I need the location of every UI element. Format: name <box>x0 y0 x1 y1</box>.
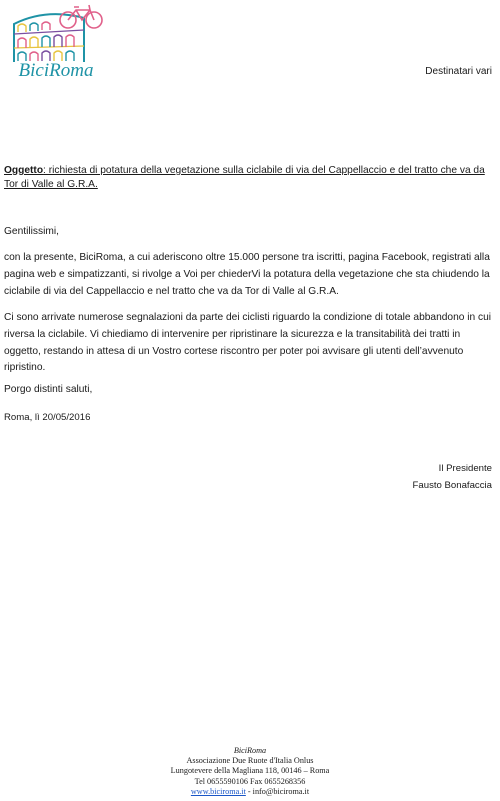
footer-address: Lungotevere della Magliana 118, 00146 – Roma <box>170 766 330 776</box>
signature-block <box>413 461 492 494</box>
logo-wordmark: BiciRoma <box>18 60 94 81</box>
subject-text: : richiesta di potatura della vegetazione sulla ciclabile di via del Cappellaccio e del tratto che va da Tor di Valle al G.R.A. <box>4 165 485 191</box>
footer-contacts <box>0 787 500 797</box>
letter-greeting: Gentilissimi, <box>4 226 59 237</box>
website-link[interactable]: www.biciroma.it <box>190 786 246 796</box>
recipients-line: Destinatari vari <box>425 66 492 77</box>
letter-closing: Porgo distinti saluti, <box>4 384 93 395</box>
letterhead-footer <box>0 746 500 797</box>
subject-line <box>4 164 490 193</box>
footer-org-full: Associazione Due Ruote d'Italia Onlus <box>186 756 314 766</box>
letter-date: Roma, lì 20/05/2016 <box>4 412 91 423</box>
footer-phone-fax: Tel 0655590106 Fax 0655268356 <box>194 776 306 786</box>
letter-paragraph: con la presente, BiciRoma, a cui aderiscono oltre 15.000 persone tra iscritti, pagina Facebook, registrati alla pagina web e simpatizzanti, si rivolge a Voi per chiederVi la potatura della vegetazione che sta chiudendo la ciclabile di via del Cappellaccio e nel tratto che va da Tor di Valle al G.R.A. <box>4 252 490 297</box>
signature-role: Il Presidente <box>438 463 492 474</box>
signature-name: Fausto Bonafaccia <box>412 479 492 491</box>
letter-paragraph: Ci sono arrivate numerose segnalazioni da parte dei ciclisti riguardo la condizione di totale abbandono in cui riversa la ciclabile. Vi chiediamo di intervenire per ripristinare la sicurezza e la transitabilità dei tratti in oggetto, restando in attesa di un Vostro cortese riscontro per poter poi avvisare gli utenti dell’avvenuto ripristino. <box>4 312 492 374</box>
footer-org-short: BiciRoma <box>233 746 267 755</box>
footer-email: - info@biciroma.it <box>247 786 310 796</box>
subject-label: Oggetto <box>4 165 44 176</box>
